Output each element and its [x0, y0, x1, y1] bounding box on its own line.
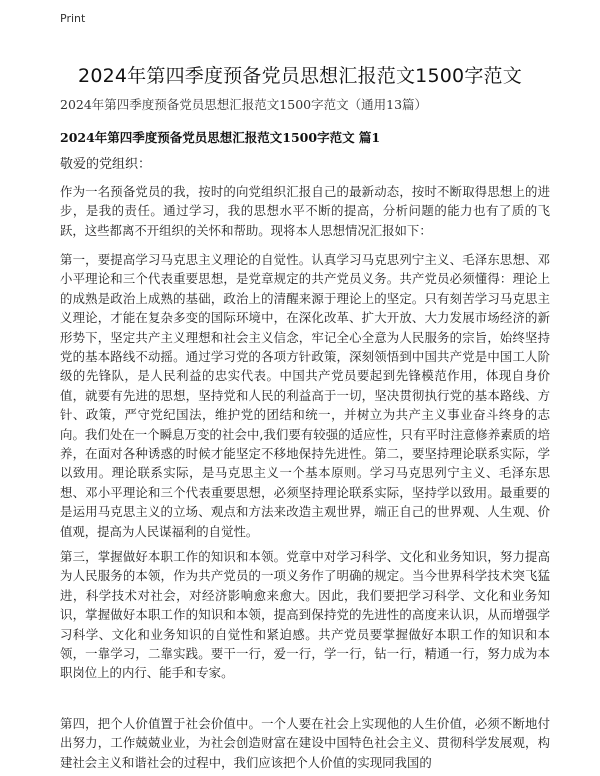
document-subtitle: 2024年第四季度预备党员思想汇报范文1500字范文（通用13篇）: [60, 97, 428, 112]
paragraph-fourth-point: 第四，把个人价值置于社会价值中。一个人要在社会上实现他的人生价值，必须不断地付出努力，工作兢兢业业，为社会创造财富在建设中国特色社会主义、贯彻科学发展观，构建社会主义和谐社会的过程中，我们应该把个人价值的实现同我国的: [60, 716, 550, 770]
paragraph-third-point: 第三，掌握做好本职工作的知识和本领。党章中对学习科学、文化和业务知识，努力提高为人民服务的本领，作为共产党员的一项义务作了明确的规定。当今世界科学技术突飞猛进，科学技术对社会，对经济影响愈来愈大。因此，我们要把学习科学、文化和业务知识，掌握做好本职工作的知识和本领，提高到保持党的先进性的高度来认识，从而增强学习科学、文化和业务知识的自觉性和紧迫感。共产党员要掌握做好本职工作的知识和本领，一靠学习，二靠实践。要干一行，爱一行，学一行，钻一行，精通一行，努力成为本职岗位上的内行、能手和专家。: [60, 549, 550, 681]
paragraph-intro: 作为一名预备党员的我，按时的向党组织汇报自己的最新动态，按时不断取得思想上的进步，是我的责任。通过学习，我的思想水平不断的提高，分析问题的能力也有了质的飞跃，这些都离不开组织的关怀和帮助。现将本人思想情况汇报如下：: [60, 184, 550, 238]
section-heading: 2024年第四季度预备党员思想汇报范文1500字范文 篇1: [60, 130, 381, 145]
page-title: 2024年第四季度预备党员思想汇报范文1500字范文: [78, 64, 522, 87]
paragraph-first-point: 第一，要提高学习马克思主义理论的自觉性。认真学习马克思列宁主义、毛泽东思想、邓小平理论和三个代表重要思想，是党章规定的共产党员义务。共产党员必须懂得：理论上的成熟是政治上成熟的基础，政治上的清醒来源于理论上的坚定。只有刻苦学习马克思主义理论，才能在复杂多变的国际环境中，在深化改革、扩大开放、大力发展市场经济的新形势下，坚定共产主义理想和社会主义信念，牢记全心全意为人民服务的宗旨，始终坚持党的基本路线不动摇。通过学习党的各项方针政策，深刻领悟到中国共产党是中国工人阶级的先锋队，是人民利益的忠实代表。中国共产党员要起到先锋模范作用，体现自身价值，就要有先进的思想，坚持党和人民的利益高于一切，坚决贯彻执行党的基本路线、方针、政策，严守党纪国法，维护党的团结和统一，并树立为共产主义事业奋斗终身的志向。我们处在一个瞬息万变的社会中,我们要有较强的适应性，只有平时注意修养素质的培养，在面对各种诱惑的时候才能坚定不移地保持先进性。第二，要坚持理论联系实际，学以致用。理论联系实际，是马克思主义一个基本原则。学习马克思列宁主义、毛泽东思想、邓小平理论和三个代表重要思想，必须坚持理论联系实际，坚持学以致用。最重要的是运用马克思主义的立场、观点和方法来改造主观世界，端正自己的世界观、人生观、价值观，提高为人民谋福利的自觉性。: [60, 252, 550, 539]
greeting: 敬爱的党组织：: [60, 157, 152, 172]
print-link[interactable]: Print: [60, 12, 86, 25]
